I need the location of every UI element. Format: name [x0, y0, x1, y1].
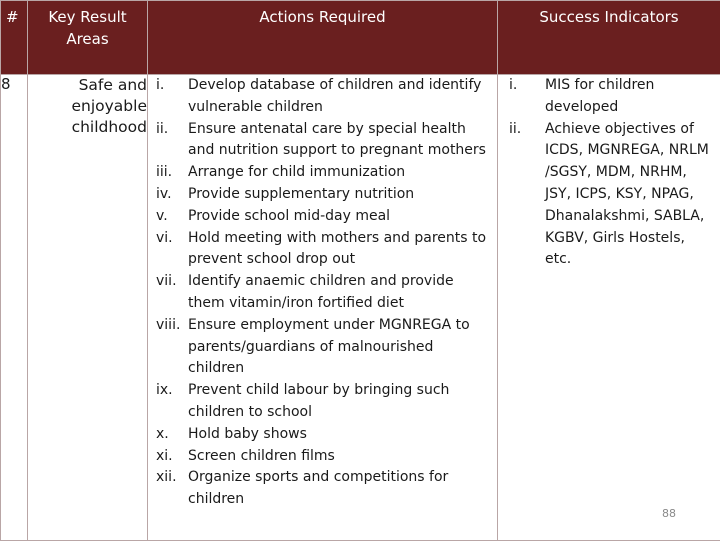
item-numeral: iv.: [148, 184, 188, 206]
item-numeral: vi.: [148, 228, 188, 272]
table-row: [1, 75, 720, 541]
item-text: Arrange for child immunization: [188, 162, 497, 184]
list-item: [148, 424, 497, 446]
item-numeral: xii.: [148, 467, 188, 511]
list-item: [148, 315, 497, 380]
header-number: #: [1, 1, 28, 75]
header-success-indicators: Success Indicators: [498, 1, 720, 75]
item-text: MIS for children developed: [543, 75, 720, 119]
list-item: [148, 446, 497, 468]
list-item: [148, 271, 497, 315]
item-text: Organize sports and competitions for children: [188, 467, 497, 511]
item-text: Ensure employment under MGNREGA to parents/guardians of malnourished children: [188, 315, 497, 380]
actions-list: [148, 75, 498, 541]
item-text: Screen children films: [188, 446, 497, 468]
item-text: Provide school mid-day meal: [188, 206, 497, 228]
kra-line: enjoyable: [28, 96, 147, 117]
list-item: [148, 75, 497, 119]
item-text: Ensure antenatal care by special health and nutrition support to pregnant mothers: [188, 119, 497, 163]
item-numeral: v.: [148, 206, 188, 228]
item-numeral: viii.: [148, 315, 188, 380]
item-text: Achieve objectives of ICDS, MGNREGA, NRLM /SGSY, MDM, NRHM, JSY, ICPS, KSY, NPAG, Dhanalakshmi, SABLA, KGBV, Girls Hostels, etc.: [543, 119, 720, 272]
list-item: [148, 228, 497, 272]
list-item: [148, 119, 497, 163]
item-numeral: x.: [148, 424, 188, 446]
header-actions-required: Actions Required: [148, 1, 498, 75]
row-number: 8: [1, 75, 28, 541]
list-item: [148, 380, 497, 424]
item-text: Provide supplementary nutrition: [188, 184, 497, 206]
header-key-result-areas: Key Result Areas: [28, 1, 148, 75]
list-item: [148, 467, 497, 511]
item-text: Develop database of children and identify vulnerable children: [188, 75, 497, 119]
list-item: [498, 119, 720, 272]
success-indicators-list: [498, 75, 720, 541]
list-item: [148, 162, 497, 184]
item-text: Identify anaemic children and provide them vitamin/iron fortified diet: [188, 271, 497, 315]
list-item: [498, 75, 720, 119]
item-text: Prevent child labour by bringing such children to school: [188, 380, 497, 424]
item-numeral: ii.: [498, 119, 543, 272]
item-numeral: ii.: [148, 119, 188, 163]
item-numeral: i.: [498, 75, 543, 119]
key-result-area-cell: [28, 75, 148, 541]
item-numeral: i.: [148, 75, 188, 119]
item-text: Hold baby shows: [188, 424, 497, 446]
item-numeral: xi.: [148, 446, 188, 468]
page-number: 88: [662, 507, 676, 520]
list-item: [148, 206, 497, 228]
item-text: Hold meeting with mothers and parents to prevent school drop out: [188, 228, 497, 272]
kra-line: childhood: [28, 117, 147, 138]
list-item: [148, 184, 497, 206]
item-numeral: vii.: [148, 271, 188, 315]
header-row: [1, 1, 720, 75]
item-numeral: iii.: [148, 162, 188, 184]
kra-line: Safe and: [28, 75, 147, 96]
item-numeral: ix.: [148, 380, 188, 424]
